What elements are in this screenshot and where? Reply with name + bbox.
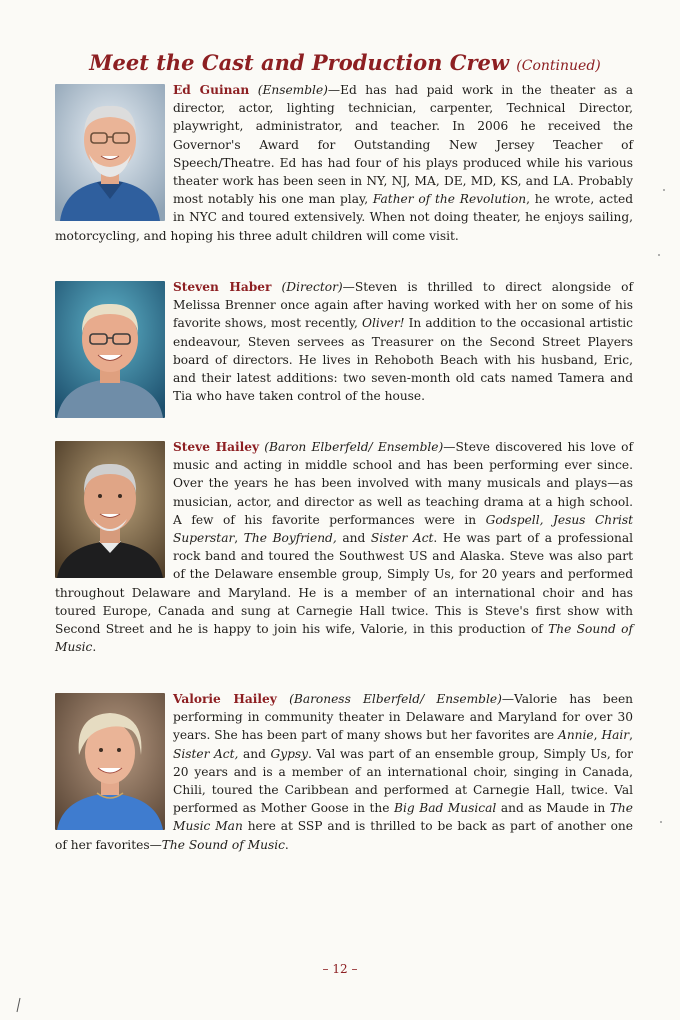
bio-show-title: Oliver! — [361, 316, 405, 331]
bio-play-title: Father of the Revolution — [372, 192, 527, 207]
bio-show-title: Godspell, Jesus Christ Superstar — [173, 512, 633, 546]
bio-text: —Steven is thrilled to direct alongside of Melissa Brenner once again after having worked with her on some of his favorite shows, most recently, — [173, 280, 634, 331]
bio-text: and as Maude in — [496, 801, 610, 816]
bio-show-title: The Boyfriend, — [243, 531, 337, 546]
bio-name: Steven Haber — [173, 280, 272, 294]
bio-text: , — [629, 728, 633, 743]
bio-text: —Ed has had paid work in the theater as a director, actor, lighting technician, carpenter, Technical Director, playwright, administrator, and teacher. In 2006 he received the Governor's Award for Outstanding New Jersey Teacher of Speech/Theatre. Ed has had four of his plays produced while his various theater work has been seen in NY, NJ, MA, DE, MD, KS, and LA. Probably most notably his one man play, — [173, 83, 634, 207]
bio-text: , — [593, 728, 602, 743]
bio-text: , he wrote, acted in NYC and toured extensively. When not doing theater, he enjoys sailing, motorcycling, and hoping his three adult children will come visit. — [55, 192, 633, 243]
bio-show-title: The Sound of Music — [161, 837, 285, 852]
bio-show-title: The Music Man — [173, 801, 633, 834]
bio-text: . Val was part of an ensemble group, Simply Us, for 20 years and is a member of an international choir, singing in Canada, Chili, toured the Caribbean and performed at Carnegie Hall, twice. Val performed as Mother Goose in the — [173, 746, 633, 816]
bio-text: In addition to the occasional artistic endeavour, Steven servees as Treasurer on the Second Street Players board of directors. He lives in Rehoboth Beach with his husband, Eric, and their latest additions: two seven-month old cats named Tamera and Tia who have taken control of the house. — [173, 316, 633, 404]
scan-mark — [658, 254, 660, 256]
bio-show-title: Hair — [601, 728, 630, 743]
bio-role: (Baroness Elberfeld/ Ensemble) — [289, 692, 502, 706]
scan-mark — [17, 998, 20, 1012]
bio-text: here at SSP and is thrilled to be back as part of another one of her favorites— — [55, 819, 633, 852]
title-main: Meet the Cast and Production Crew — [89, 50, 509, 75]
bio-show-title: Big Bad Musical — [394, 801, 497, 816]
bio-text: and — [336, 531, 371, 546]
bio-text: . He was part of a professional rock band and toured the Southwest US and Alaska. Steve was also part of the Delaware ensemble group, Simply Us, for 20 years and performed throughout Delaware and Maryland. He is a member of an international choir and has toured Europe, Canada and sung at Carnegie Hall twice. This is Steve's first show with Second Street and he is happy to join his wife, Valorie, in this production of — [55, 531, 634, 637]
bio-role: (Director) — [281, 280, 343, 294]
title-continued: (Continued) — [516, 58, 601, 74]
bio-text: . — [92, 640, 97, 655]
bio-name: Valorie Hailey — [173, 692, 277, 706]
bio-name: Steve Hailey — [173, 440, 260, 454]
bio-name: Ed Guinan — [173, 83, 250, 97]
bio-text: . — [284, 837, 289, 852]
bio-text: , — [234, 531, 244, 546]
bio-show-title: Sister Act — [370, 531, 434, 546]
bio-text: and — [238, 746, 271, 761]
bio-role: (Baron Elberfeld/ Ensemble) — [264, 440, 444, 454]
scan-mark — [660, 821, 662, 823]
bio-show-title: The Sound of Music — [55, 622, 633, 655]
bio-text: —Steve discovered his love of music and acting in middle school and has been performing ever since. Over the years he has been involved with many musicals and plays—as musician, actor, and director as well as teaching drama at a high school. A few of his favorite performances were in — [173, 440, 634, 527]
scan-mark — [663, 189, 665, 191]
bio-text: —Valorie has been performing in community theater in Delaware and Maryland for over 30 years. She has been part of many shows but her favorites are — [173, 692, 634, 743]
page-number: – 12 – — [322, 962, 358, 976]
bio-role: (Ensemble) — [257, 83, 328, 97]
bio-show-title: Sister Act, — [173, 746, 239, 761]
bio-show-title: Gypsy — [270, 746, 309, 761]
bio-show-title: Annie — [558, 728, 594, 743]
